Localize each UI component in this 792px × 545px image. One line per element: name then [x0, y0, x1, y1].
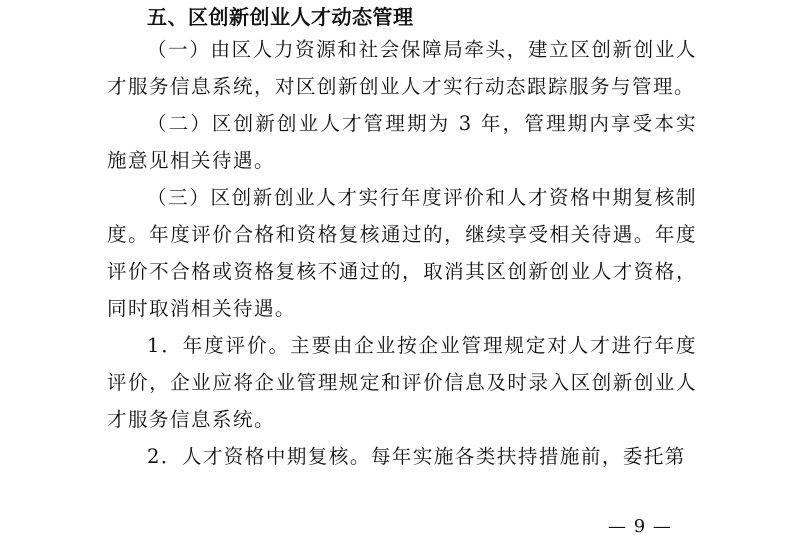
paragraph-1: （一）由区人力资源和社会保障局牵头，建立区创新创业人才服务信息系统，对区创新创业人才实行动态跟踪服务与管理。 [107, 38, 697, 98]
paragraph-4: 1．年度评价。主要由企业按企业管理规定对人才进行年度评价，企业应将企业管理规定和评价信息及时录入区创新创业人才服务信息系统。 [107, 334, 697, 431]
paragraph-2: （二）区创新创业人才管理期为 3 年，管理期内享受本实施意见相关待遇。 [107, 112, 697, 172]
paragraph-3: （三）区创新创业人才实行年度评价和人才资格中期复核制度。年度评价合格和资格复核通过的，继续享受相关待遇。年度评价不合格或资格复核不通过的，取消其区创新创业人才资格，同时取消相关待遇。 [107, 186, 697, 320]
section-heading: 五、区创新创业人才动态管理 [147, 5, 414, 29]
page-number: — 9 — [608, 516, 672, 537]
paragraph-5: 2．人才资格中期复核。每年实施各类扶持措施前，委托第 [147, 445, 686, 468]
